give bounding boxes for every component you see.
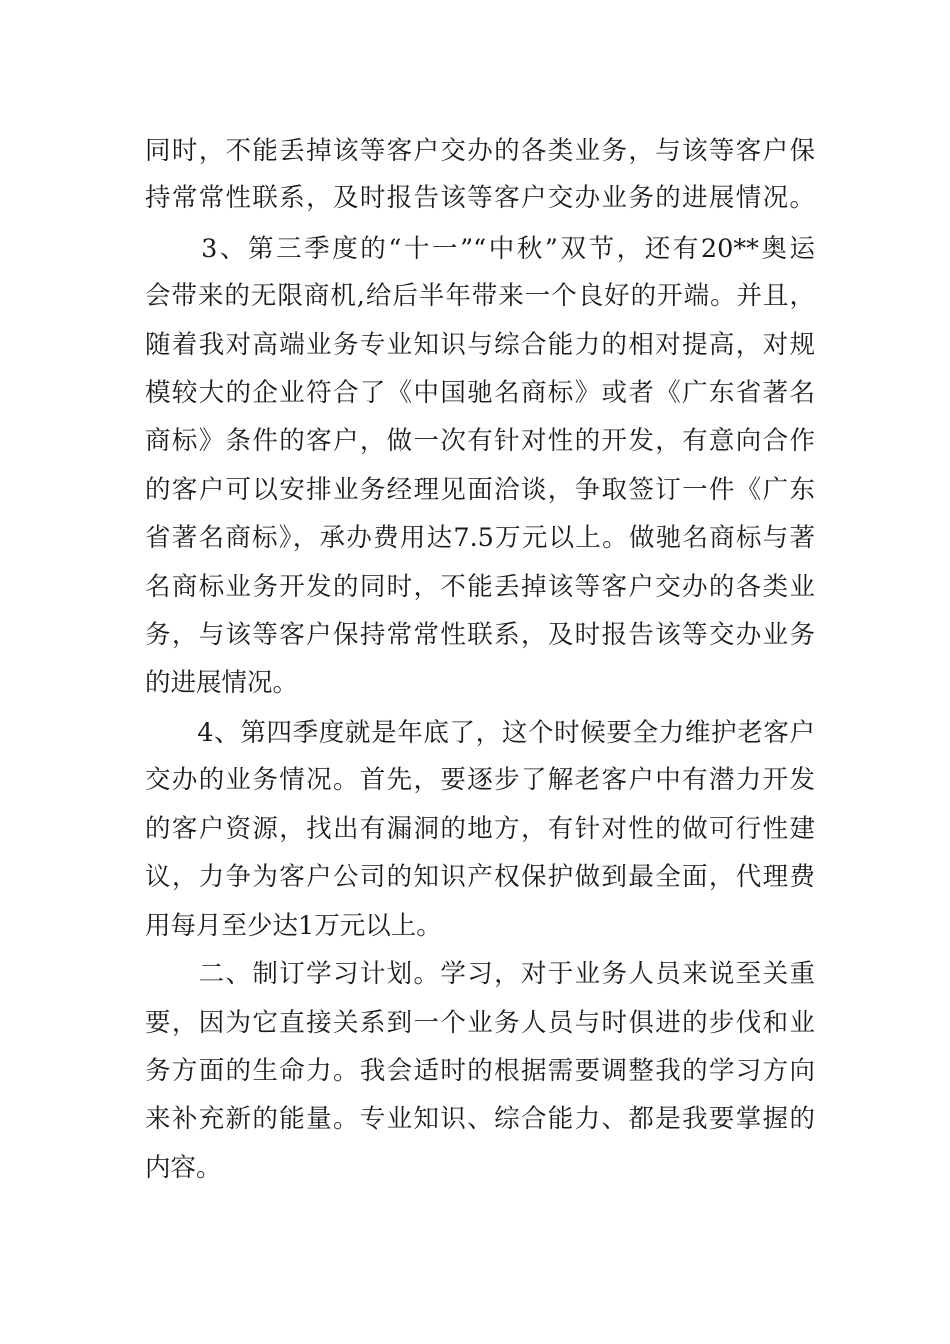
text-line: 持常常性联系，及时报告该等客户交办业务的进展情况。 [145,183,815,213]
text-line: 务，与该等客户保持常常性联系，及时报告该等交办业务 [145,620,815,650]
text-line: 的客户资源，找出有漏洞的地方，有针对性的做可行性建 [145,814,815,844]
text-line: 交办的业务情况。首先，要逐步了解老客户中有潜力开发 [145,765,815,795]
text-line: 同时，不能丢掉该等客户交办的各类业务，与该等客户保 [145,136,815,166]
text-line: 用每月至少达1万元以上。 [145,911,442,941]
text-line: 省著名商标》，承办费用达7.5万元以上。做驰名商标与著 [145,523,815,553]
text-line: 务方面的生命力。我会适时的根据需要调整我的学习方向 [145,1056,815,1086]
text-line: 名商标业务开发的同时，不能丢掉该等客户交办的各类业 [145,572,815,602]
text-line: 4、第四季度就是年底了，这个时候要全力维护老客户 [145,718,815,748]
text-line: 二、制订学习计划。学习，对于业务人员来说至关重 [145,959,815,989]
text-line: 内容。 [145,1153,222,1183]
text-line: 要，因为它直接关系到一个业务人员与时俱进的步伐和业 [145,1008,815,1038]
text-line: 的客户可以安排业务经理见面洽谈，争取签订一件《广东 [145,475,815,505]
text-line: 模较大的企业符合了《中国驰名商标》或者《广东省著名 [145,378,815,408]
text-line: 的进展情况。 [145,668,299,698]
text-line: 会带来的无限商机,给后半年带来一个良好的开端。并且， [145,281,815,311]
text-line: 随着我对高端业务专业知识与综合能力的相对提高，对规 [145,330,815,360]
text-line: 议，力争为客户公司的知识产权保护做到最全面，代理费 [145,862,815,892]
text-line: 来补充新的能量。专业知识、综合能力、都是我要掌握的 [145,1104,815,1134]
text-line: 商标》条件的客户，做一次有针对性的开发，有意向合作 [145,426,815,456]
text-line: 3、第三季度的“十一”“中秋”双节，还有20**奥运 [145,234,815,264]
